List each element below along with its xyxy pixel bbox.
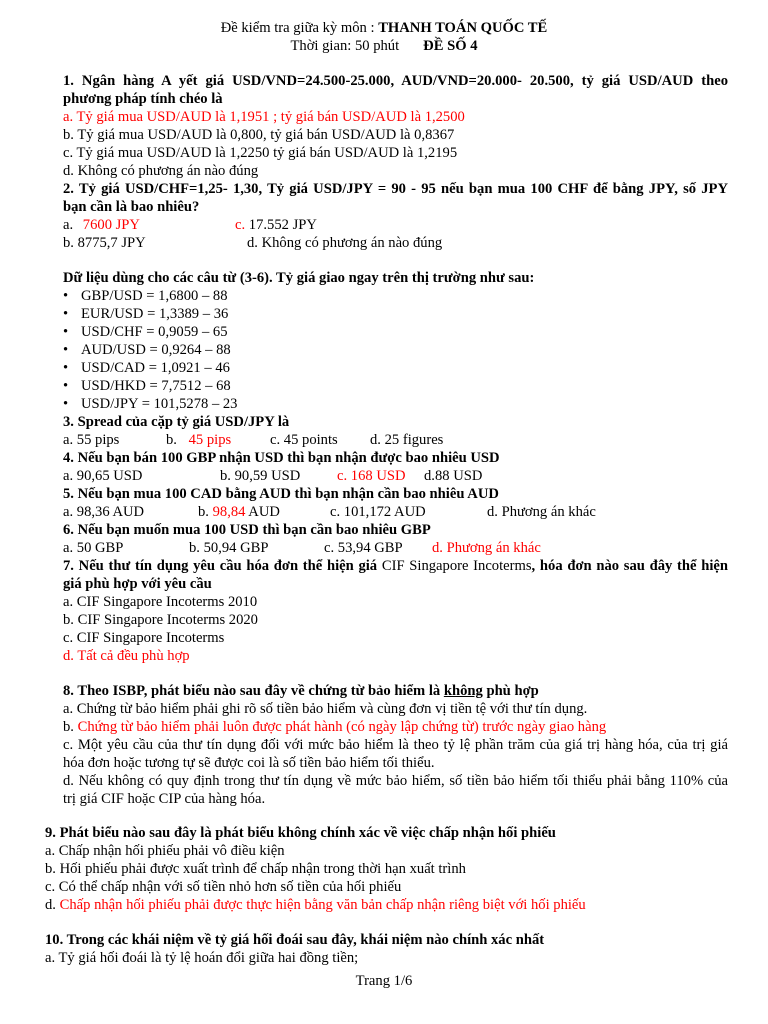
q2-stem-line2: bạn cần là bao nhiêu?	[63, 199, 200, 215]
q7-option-b: b. CIF Singapore Incoterms 2020	[63, 612, 258, 628]
data-heading: Dữ liệu dùng cho các câu từ (3-6). Tỷ giá giao ngay trên thị trường như sau:	[63, 270, 535, 286]
q3-option-b-value: 45 pips	[188, 432, 232, 448]
q4-option-c: c. 168 USD	[337, 468, 406, 484]
q6-option-b: b. 50,94 GBP	[189, 540, 269, 556]
q2-stem-line1: 2. Tỷ giá USD/CHF=1,25- 1,30, Tỷ giá USD/JPY = 90 - 95 nếu bạn mua 100 CHF để bằng JPY, số JPY	[63, 181, 728, 197]
q2-option-a	[63, 216, 140, 234]
exam-subtitle	[0, 37, 768, 55]
q7-option-c: c. CIF Singapore Incoterms	[63, 630, 225, 646]
q3-option-d: d. 25 figures	[370, 432, 444, 448]
q4-option-d: d.88 USD	[424, 468, 483, 484]
rate-item: • EUR/USD = 1,3389 – 36	[63, 306, 229, 322]
q6-stem: 6. Nếu bạn muốn mua 100 USD thì bạn cần bao nhiêu GBP	[63, 522, 431, 538]
q5-option-b-label: b.	[198, 504, 209, 520]
rate-item: • USD/CHF = 0,9059 – 65	[63, 324, 228, 340]
q7-stem-line2: giá phù hợp với yêu cầu	[63, 576, 212, 592]
q5-option-a: a. 98,36 AUD	[63, 504, 145, 520]
q3-stem: 3. Spread của cặp tỷ giá USD/JPY là	[63, 414, 290, 430]
q7-stem-line1: 7. Nếu thư tín dụng yêu cầu hóa đơn thể hiện giá CIF Singapore Incoterms, hóa đơn nào sau đây thể hiện	[63, 558, 728, 574]
bullet-icon: •	[63, 396, 69, 412]
exam-title-prefix: Đề kiểm tra giữa kỳ môn :	[220, 20, 379, 36]
q1-stem-line1: 1. Ngân hàng A yết giá USD/VND=24.500-25.000, AUD/VND=20.000- 20.500, tỷ giá USD/AUD theo	[63, 73, 728, 89]
bullet-icon: •	[63, 306, 69, 322]
rate-item: • USD/JPY = 101,5278 – 23	[63, 396, 238, 412]
q2-option-b: b. 8775,7 JPY	[63, 235, 146, 251]
q2-option-c-label: c.	[235, 217, 246, 233]
q2-option-c	[235, 216, 317, 234]
q2-option-a-value: 7600 JPY	[82, 217, 140, 233]
q5-option-b	[198, 503, 280, 521]
q7-option-d: d. Tất cả đều phù hợp	[63, 648, 190, 664]
bullet-icon: •	[63, 288, 69, 304]
rate-item: • AUD/USD = 0,9264 – 88	[63, 342, 231, 358]
q8-option-c-line1: c. Một yêu cầu của thư tín dụng đối với mức bảo hiểm là theo tỷ lệ phần trăm của giá trị hàng hóa, của trị giá	[63, 737, 728, 753]
bullet-icon: •	[63, 360, 69, 376]
q2-option-d: d. Không có phương án nào đúng	[247, 235, 443, 251]
q5-option-b-value: 98,84	[212, 504, 246, 520]
q10-stem: 10. Trong các khái niệm về tỷ giá hối đoái sau đây, khái niệm nào chính xác nhất	[45, 932, 545, 948]
q9-option-d-text: Chấp nhận hối phiếu phải được thực hiện bằng văn bản chấp nhận riêng biệt với hối phiếu	[59, 897, 586, 913]
exam-subject: THANH TOÁN QUỐC TẾ	[378, 20, 548, 36]
q8-option-d-line1: d. Nếu không có quy định trong thư tín dụng về mức bảo hiểm, số tiền bảo hiểm tối thiểu phải bằng 110% của	[63, 773, 728, 789]
q1-stem-line2: phương pháp tính chéo là	[63, 91, 223, 107]
q8-stem-underlined: không	[443, 683, 483, 699]
q8-option-b	[63, 718, 728, 736]
exam-time: Thời gian: 50 phút	[290, 38, 400, 54]
q8-stem: 8. Theo ISBP, phát biểu nào sau đây về chứng từ bảo hiểm là không phù hợp	[63, 683, 539, 699]
q5-option-d: d. Phương án khác	[487, 504, 596, 520]
q3-option-b	[166, 431, 231, 449]
page-number: Trang 1/6	[355, 973, 413, 989]
q9-option-b: b. Hối phiếu phải được xuất trình để chấp nhận trong thời hạn xuất trình	[45, 861, 466, 877]
q9-option-a: a. Chấp nhận hối phiếu phải vô điều kiện	[45, 843, 285, 859]
q9-option-d-label: d.	[45, 897, 56, 913]
q6-option-c: c. 53,94 GBP	[324, 540, 403, 556]
q9-option-d	[45, 896, 728, 914]
q7-option-a: a. CIF Singapore Incoterms 2010	[63, 594, 258, 610]
q5-stem: 5. Nếu bạn mua 100 CAD bằng AUD thì bạn nhận cần bao nhiêu AUD	[63, 486, 499, 502]
q5-option-c: c. 101,172 AUD	[330, 504, 426, 520]
q2-option-a-label: a.	[63, 217, 74, 233]
rate-item: • GBP/USD = 1,6800 – 88	[63, 288, 228, 304]
q1-option-b: b. Tỷ giá mua USD/AUD là 0,800, tỷ giá bán USD/AUD là 0,8367	[63, 127, 455, 143]
q3-option-c: c. 45 points	[270, 432, 338, 448]
rate-item: • USD/CAD = 1,0921 – 46	[63, 360, 230, 376]
q9-stem: 9. Phát biểu nào sau đây là phát biểu không chính xác về việc chấp nhận hối phiếu	[45, 825, 556, 841]
q8-option-b-label: b.	[63, 719, 74, 735]
q3-option-a: a. 55 pips	[63, 432, 120, 448]
bullet-icon: •	[63, 324, 69, 340]
q3-option-b-label: b.	[166, 432, 177, 448]
q1-option-a: a. Tỷ giá mua USD/AUD là 1,1951 ; tỷ giá bán USD/AUD là 1,2500	[63, 109, 465, 125]
q5-option-b-unit: AUD	[248, 504, 280, 520]
q1-option-d: d. Không có phương án nào đúng	[63, 163, 259, 179]
q4-option-b: b. 90,59 USD	[220, 468, 301, 484]
q8-option-d-line2: trị giá CIF hoặc CIP của hàng hóa.	[63, 791, 266, 807]
rate-item: • USD/HKD = 7,7512 – 68	[63, 378, 231, 394]
exam-code: ĐỀ SỐ 4	[423, 38, 478, 54]
q4-stem: 4. Nếu bạn bán 100 GBP nhận USD thì bạn nhận được bao nhiêu USD	[63, 450, 500, 466]
bullet-icon: •	[63, 378, 69, 394]
q8-option-b-text: Chứng từ bảo hiểm phải luôn được phát hành (có ngày lập chứng từ) trước ngày giao hàng	[77, 719, 607, 735]
bullet-icon: •	[63, 342, 69, 358]
q2-option-c-value: 17.552 JPY	[248, 217, 317, 233]
q6-option-a: a. 50 GBP	[63, 540, 124, 556]
q6-option-d: d. Phương án khác	[432, 540, 541, 556]
q8-option-c-line2: hóa đơn hoặc tương tự sẽ được coi là số tiền bảo hiểm tối thiểu.	[63, 755, 435, 771]
q1-option-c: c. Tỷ giá mua USD/AUD là 1,2250 tỷ giá bán USD/AUD là 1,2195	[63, 145, 458, 161]
q9-option-c: c. Có thể chấp nhận với số tiền nhỏ hơn số tiền của hối phiếu	[45, 879, 402, 895]
q8-option-a: a. Chứng từ bảo hiểm phải ghi rõ số tiền bảo hiểm và cùng đơn vị tiền tệ với thư tín dụng.	[63, 701, 588, 717]
exam-title	[0, 19, 768, 37]
q4-option-a: a. 90,65 USD	[63, 468, 143, 484]
q10-option-a: a. Tỷ giá hối đoái là tỷ lệ hoán đổi giữa hai đồng tiền;	[45, 950, 359, 966]
